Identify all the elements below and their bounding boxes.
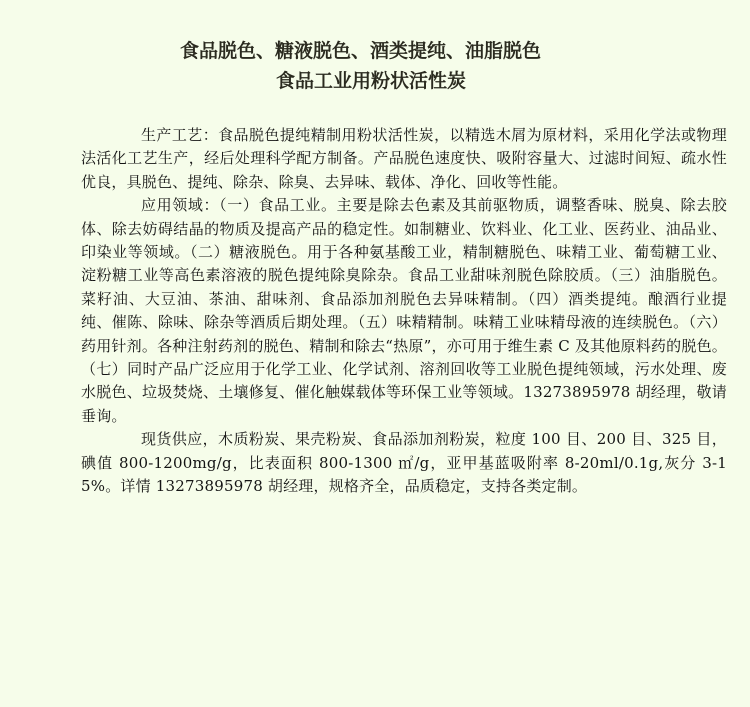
document-body xyxy=(81,124,727,499)
document-title xyxy=(0,36,750,96)
paragraph-production-process: 生产工艺：食品脱色提纯精制用粉状活性炭，以精选木屑为原材料，采用化学法或物理法活化工艺生产，经后处理科学配方制备。产品脱色速度快、吸附容量大、过滤时间短、疏水性优良，具脱色、提纯、除杂、除臭、去异味、载体、净化、回收等性能。 xyxy=(81,126,727,191)
paragraph-stock-supply: 现货供应，木质粉炭、果壳粉炭、食品添加剂粉炭，粒度 100 目、200 目、325 目，碘值 800-1200mg/g，比表面积 800-1300 ㎡/g，亚甲基蓝吸附率 8-20ml/0.1g,灰分 3-15%。详情 13273895978 胡经理，规格齐全，品质稳定，支持各类定制。 xyxy=(81,430,727,496)
title-line-1: 食品脱色、糖液脱色、酒类提纯、油脂脱色 xyxy=(180,40,542,62)
paragraph-application-fields: 应用领域：（一）食品工业。主要是除去色素及其前驱物质，调整香味、脱臭、除去胶体、除去妨碍结晶的物质及提高产品的稳定性。如制糖业、饮料业、化工业、医药业、油品业、印染业等领域。（二）糖液脱色。用于各种氨基酸工业，精制糖脱色、味精工业、葡萄糖工业、淀粉糖工业等高色素溶液的脱色提纯除臭除杂。食品工业甜味剂脱色除胶质。（三）油脂脱色。菜籽油、大豆油、茶油、甜味剂、食品添加剂脱色去异味精制。（四）酒类提纯。酿酒行业提纯、催陈、除味、除杂等酒质后期处理。（五）味精精制。味精工业味精母液的连续脱色。（六）药用针剂。各种注射药剂的脱色、精制和除去“热原”，亦可用于维生素 C 及其他原料药的脱色。（七）同时产品广泛应用于化学工业、化学试剂、溶剂回收等工业脱色提纯领域，污水处理、废水脱色、垃圾焚烧、土壤修复、催化触媒载体等环保工业等领域。13273895978 胡经理，敬请垂询。 xyxy=(81,196,727,425)
title-line-2: 食品工业用粉状活性炭 xyxy=(276,70,467,92)
